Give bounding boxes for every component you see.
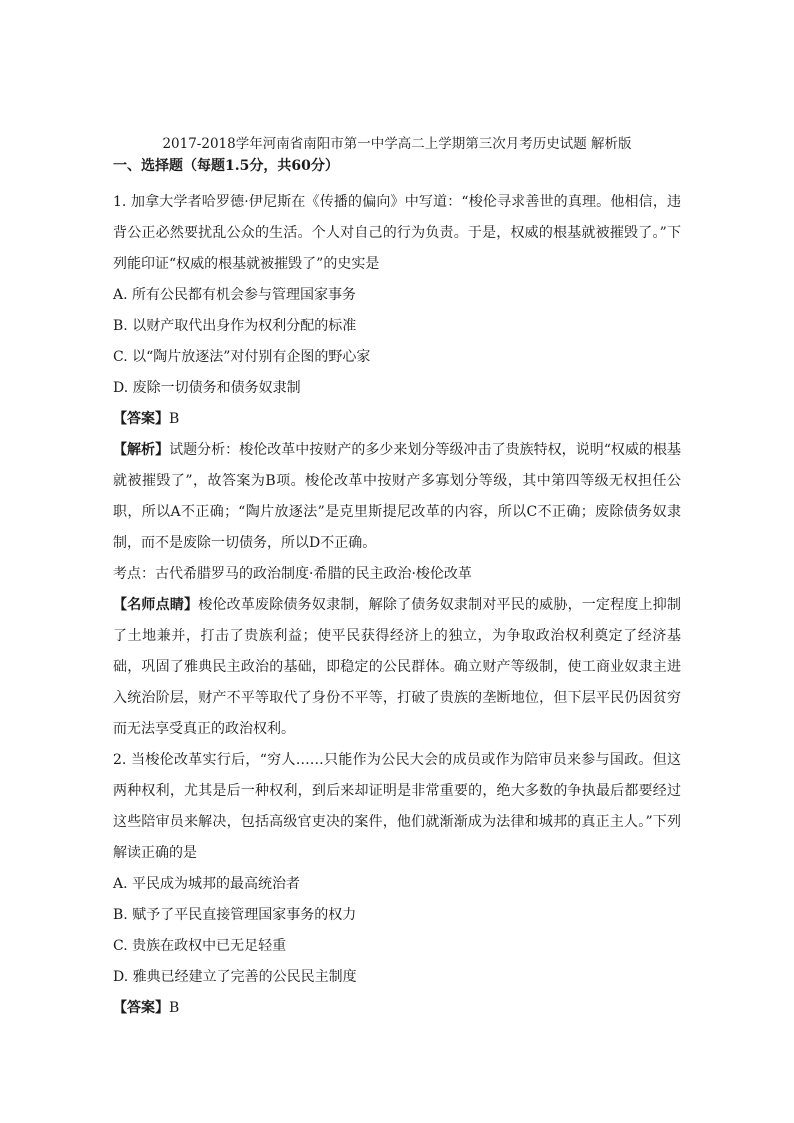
answer-tag: 【答案】 [113,1000,169,1016]
question-2-option-a: A. 平民成为城邦的最高统治者 [113,876,301,892]
comment-text: 梭伦改革废除债务奴隶制，解除了债务奴隶制对平民的威胁，一定程度上抑制了土地兼并，打击了贵族利益；使平民获得经济上的独立，为争取政治权利奠定了经济基础，巩固了雅典民主政治的基础，即稳定的公民群体。确立财产等级制，使工商业奴隶主进入统治阶层，财产不平等取代了身份不平等，打破了贵族的垄断地位，但下层平民仍因贫穷而无法享受真正的政治权利。 [113,597,682,737]
analysis-tag: 【解析】 [113,442,170,458]
question-2-stem: 2. 当梭伦改革实行后，“穷人……只能作为公民大会的成员或作为陪审员来参与国政。但这两种权利，尤其是后一种权利，到后来却证明是非常重要的，绝大多数的争执最后都要经过这些陪审员来解决，包括高级官吏决的案件，他们就渐渐成为法律和城邦的真正主人。”下列解读正确的是 [113,752,681,861]
answer-value: B [169,411,180,427]
question-2-option-b: B. 赋予了平民直接管理国家事务的权力 [113,907,357,923]
document-body [113,133,681,1024]
question-1-option-c: C. 以“陶片放逐法”对付别有企图的野心家 [113,349,371,365]
question-1-option-b: B. 以财产取代出身作为权利分配的标准 [113,318,357,334]
question-1-answer [113,404,681,435]
question-1-kaodian: 考点：古代希腊罗马的政治制度·希腊的民主政治·梭伦改革 [113,566,472,582]
question-1-option-d: D. 废除一切债务和债务奴隶制 [113,380,301,396]
question-2-option-c: C. 贵族在政权中已无足轻重 [113,938,287,954]
question-1-comment [113,590,681,745]
question-1-analysis [113,435,681,559]
answer-value: B [169,1000,180,1016]
analysis-text: 试题分析：梭伦改革中按财产的多少来划分等级冲击了贵族特权，说明“权威的根基就被摧毁了”，故答案为B项。梭伦改革中按财产多寡划分等级，其中第四等级无权担任公职，所以A不正确；“陶片放逐法”是克里斯提尼改革的内容，所以C不正确；废除债务奴隶制，而不是废除一切债务，所以D不正确。 [113,442,682,551]
question-1-stem: 1. 加拿大学者哈罗德·伊尼斯在《传播的偏向》中写道：“梭伦寻求善世的真理。他相信，违背公正必然要扰乱公众的生活。个人对自己的行为负责。于是，权威的根基就被摧毁了。”下列能印证“权威的根基就被摧毁了”的史实是 [113,194,681,272]
document-title: 2017-2018学年河南省南阳市第一中学高二上学期第三次月考历史试题 解析版 [162,136,632,152]
question-1-option-a: A. 所有公民都有机会参与管理国家事务 [113,287,357,303]
question-2-option-d: D. 雅典已经建立了完善的公民民主制度 [113,969,357,985]
answer-tag: 【答案】 [113,411,169,427]
comment-tag: 【名师点睛】 [113,597,199,613]
section-heading: 一、选择题（每题1.5分，共60分） [113,158,339,174]
question-2-answer [113,993,681,1024]
